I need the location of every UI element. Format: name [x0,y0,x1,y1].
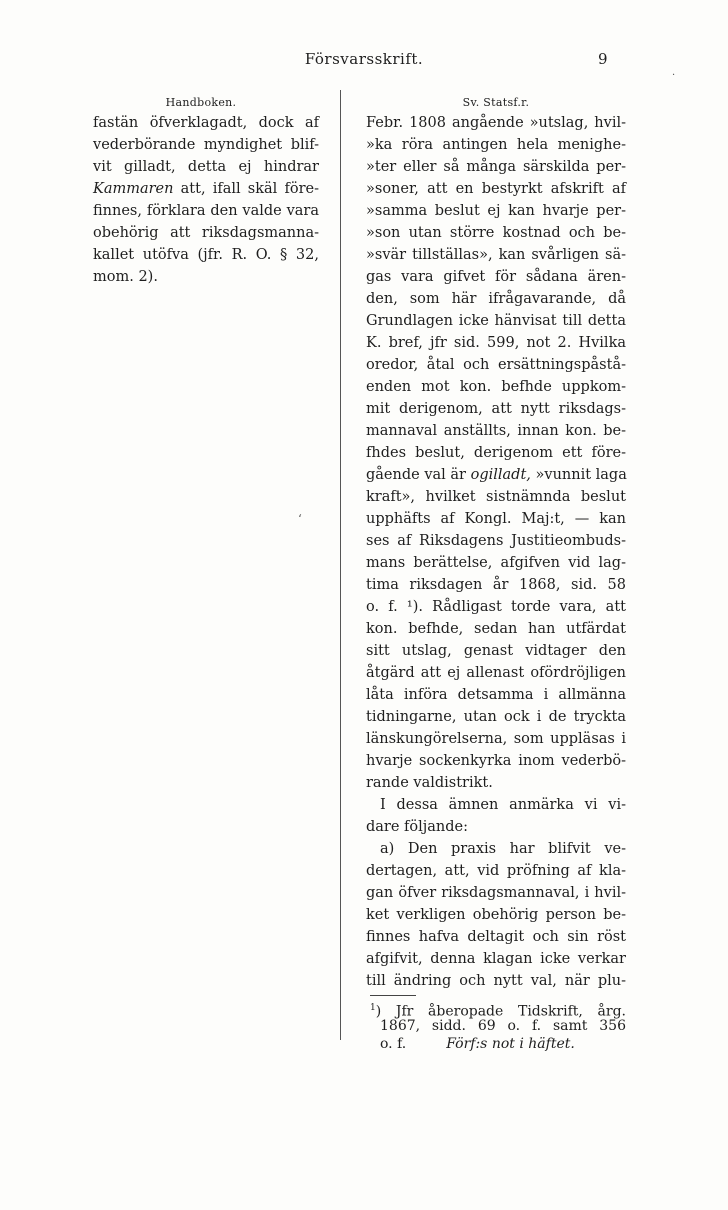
column-divider [340,90,341,1040]
page-number: 9 [598,50,608,68]
left-column-heading: Handboken. [165,96,237,109]
text-line: »ter eller så många särskilda per- [366,159,626,175]
footnote-line: 1867, sidd. 69 o. f. samt 356 [380,1018,626,1034]
text-line: fhdes beslut, derigenom ett före- [366,445,626,461]
footnote-rule [370,995,416,996]
text-line: hvarje sockenkyrka inom vederbö- [366,753,626,769]
text-line: oredor, åtal och ersättningspåstå- [366,357,626,373]
text-line: den, som här ifrågavarande, då [366,291,626,307]
right-column [366,96,626,1053]
text-line: ses af Riksdagens Justitieombuds- [366,533,626,549]
text-line: mans berättelse, afgifven vid lag- [366,555,626,571]
text-line: kon. befhde, sedan han utfärdat [366,621,626,637]
text-line: dertagen, att, vid pröfning af kla- [366,863,626,879]
text-line: »son utan större kostnad och be- [366,225,626,241]
footnote-marker: 1 [370,1003,376,1013]
text-line: vit gilladt, detta ej hindrar [93,159,319,175]
footnote-line: $^1$) Jfr åberopade Tidskrift, årg. [370,1003,626,1020]
footnote [366,999,626,1053]
text-line: gan öfver riksdagsmannaval, i hvil- [366,885,626,901]
text-line: gas vara gifvet för sådana ären- [366,269,626,285]
text-line: K. bref, jfr sid. 599, not 2. Hvilka [366,335,626,351]
text-line: finnes hafva deltagit och sin röst [366,929,626,945]
text-line: tidningarne, utan ock i de tryckta [366,709,626,725]
text-line: låta införa detsamma i allmänna [366,687,626,703]
stray-mark: · [672,70,676,81]
text-line: enden mot kon. befhde uppkom- [366,379,626,395]
text-line: kallet utöfva (jfr. R. O. § 32, [93,247,319,263]
right-column-heading: Sv. Statsf.r. [462,96,530,109]
text-line: åtgärd att ej allenast ofördröjligen [366,665,626,681]
text-line: I dessa ämnen anmärka vi vi- [380,797,626,813]
text-line: dare följande: [366,819,469,835]
text-line: Grundlagen icke hänvisat till detta [366,313,626,329]
text-line: mit derigenom, att nytt riksdags- [366,401,626,417]
text-line: »ka röra antingen hela menighe- [366,137,626,153]
footnote-author-note: Förf:s not i häftet. [446,1036,575,1052]
text-line: till ändring och nytt val, när plu- [366,973,626,989]
text-line: »svär tillställas», kan svårligen sä- [366,247,626,263]
text-line: finnes, förklara den valde vara [93,203,319,219]
left-column [93,96,319,288]
footnote-line [366,1035,626,1053]
footnote-text: o. f. [380,1036,407,1052]
text-line: tima riksdagen år 1868, sid. 58 [366,577,626,593]
running-title: Försvarsskrift. [304,50,424,68]
text-line: fastän öfverklagadt, dock af [93,115,319,131]
text-line: mom. 2). [93,269,158,285]
text-line: ket verkligen obehörig person be- [366,907,626,923]
text-line: upphäfts af Kongl. Maj:t, — kan [366,511,626,527]
text-line: »soner, att en bestyrkt afskrift af [366,181,626,197]
text-line: Febr. 1808 angående »utslag, hvil- [366,115,626,131]
text-line: vederbörande myndighet blif- [93,137,319,153]
text-line: afgifvit, denna klagan icke verkar [366,951,626,967]
text-line: Kammaren att, ifall skäl före- [93,181,319,197]
text-line: rande valdistrikt. [366,775,493,791]
text-line: länskungörelserna, som uppläsas i [366,731,626,747]
text-line: gående val är ogilladt, »vunnit laga [366,467,627,483]
text-line: o. f. ¹). Rådligast torde vara, att [366,599,626,615]
text-line: mannaval anställts, innan kon. be- [366,423,626,439]
footnote-text: Jfr åberopade Tidskrift, årg. [395,1003,626,1020]
text-line: a) Den praxis har blifvit ve- [380,841,626,857]
text-line: obehörig att riksdagsmanna- [93,225,319,241]
text-line: kraft», hvilket sistnämnda beslut [366,489,626,505]
text-line: sitt utslag, genast vidtager den [366,643,626,659]
stray-mark: ʻ [298,512,302,526]
text-line: »samma beslut ej kan hvarje per- [366,203,626,219]
